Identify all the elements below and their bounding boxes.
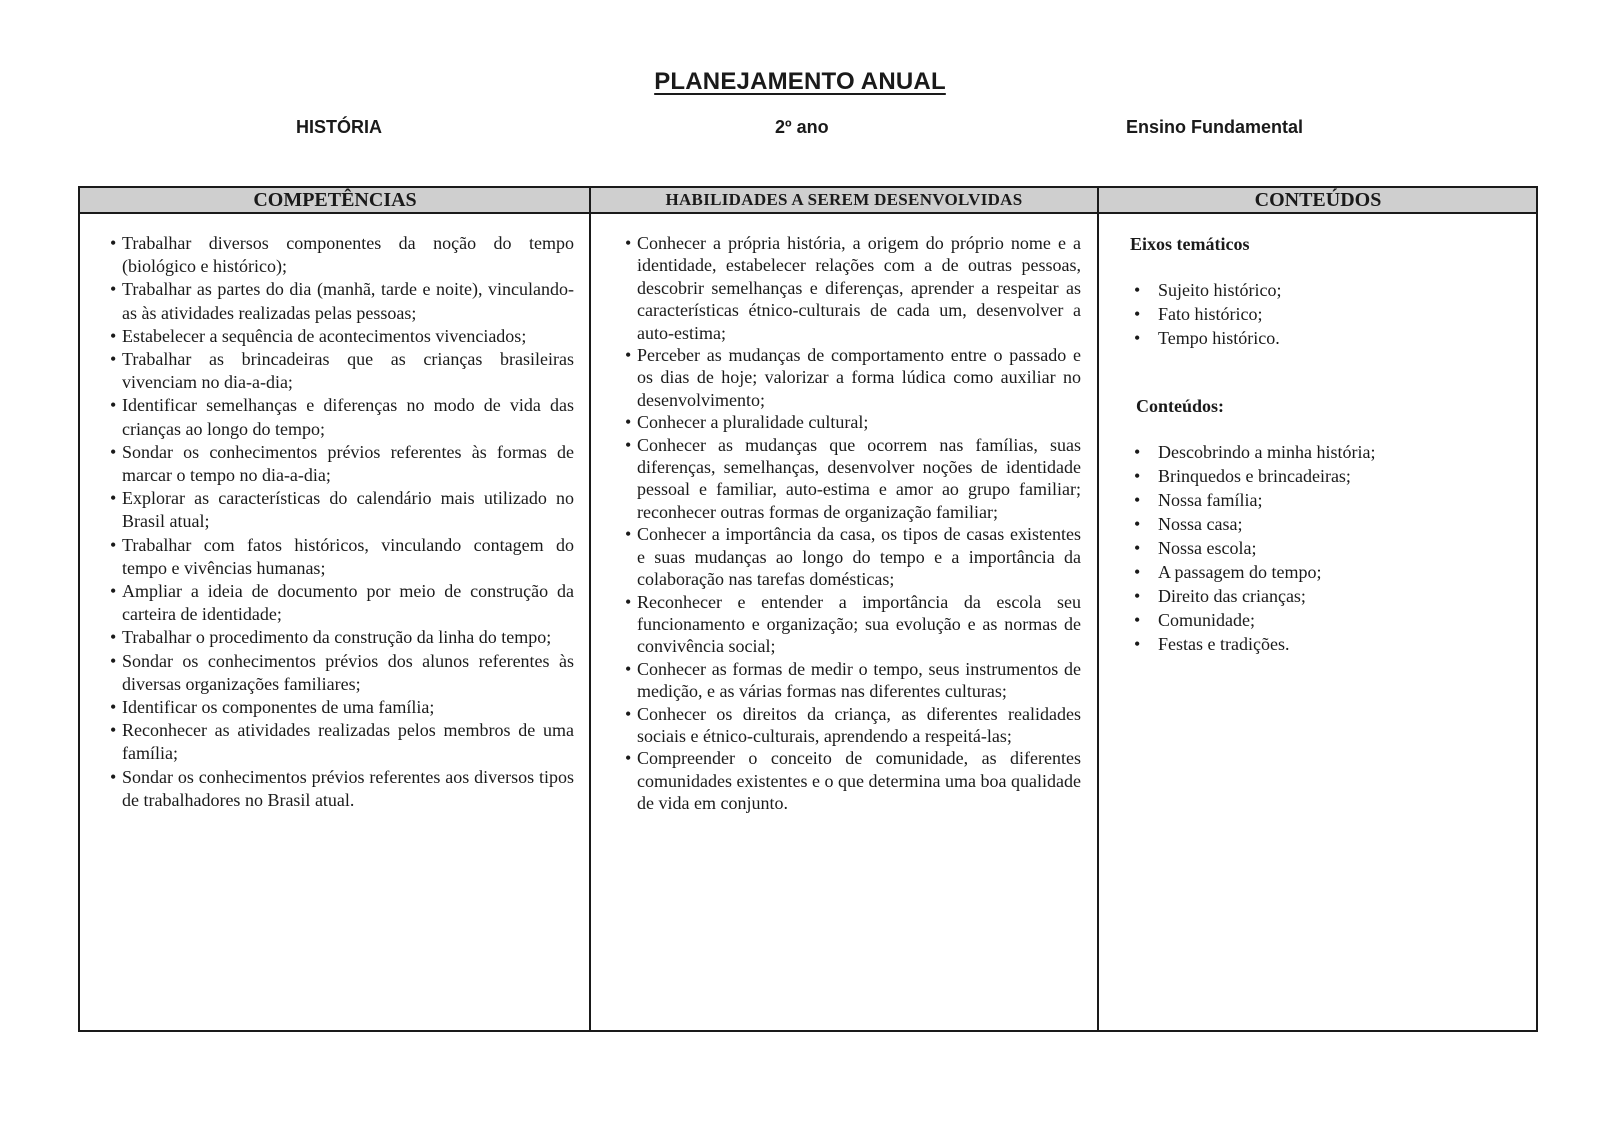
list-item: • Compreender o conceito de comunidade, as diferentes comunidades existentes e o que determina uma boa qualidade de vida em conjunto.: [625, 747, 1081, 814]
table-header-row: [80, 188, 1536, 214]
list-item: • Conhecer os direitos da criança, as diferentes realidades sociais e étnico-culturais, aprendendo a respeitá-las;: [625, 703, 1081, 748]
list-item: • Explorar as características do calendário mais utilizado no Brasil atual;: [110, 487, 574, 533]
column-header-competencias: COMPETÊNCIAS: [253, 189, 417, 211]
competencias-column: [110, 232, 574, 812]
list-item: • Comunidade;: [1130, 608, 1530, 632]
list-item: • Sondar os conhecimentos prévios dos alunos referentes às diversas organizações familiares;: [110, 650, 574, 696]
list-item: • Identificar semelhanças e diferenças no modo de vida das crianças ao longo do tempo;: [110, 394, 574, 440]
list-item: • Fato histórico;: [1130, 302, 1530, 326]
document-title: PLANEJAMENTO ANUAL: [654, 68, 946, 95]
list-item: • Nossa família;: [1130, 488, 1530, 512]
list-item: • Sondar os conhecimentos prévios referentes aos diversos tipos de trabalhadores no Brasil atual.: [110, 766, 574, 812]
column-divider: [1097, 188, 1099, 1030]
list-item: • Conhecer a própria história, a origem do próprio nome e a identidade, estabelecer relações com a de outras pessoas, descobrir semelhanças e diferenças, aprender a respeitar as características étnico-culturais de cada um, desenvolver a auto-estima;: [625, 232, 1081, 344]
competencias-list: [110, 232, 574, 812]
list-item: • Descobrindo a minha história;: [1130, 440, 1530, 464]
level-label: Ensino Fundamental: [1126, 117, 1304, 137]
list-item: • Perceber as mudanças de comportamento entre o passado e os dias de hoje; valorizar a forma lúdica como auxiliar no desenvolvimento;: [625, 344, 1081, 411]
conteudos-list: [1130, 440, 1530, 656]
list-item: • Conhecer a pluralidade cultural;: [625, 411, 1081, 433]
list-item: • Ampliar a ideia de documento por meio de construção da carteira de identidade;: [110, 580, 574, 626]
list-item: • Sondar os conhecimentos prévios referentes às formas de marcar o tempo no dia-a-dia;: [110, 441, 574, 487]
list-item: • Trabalhar diversos componentes da noção do tempo (biológico e histórico);: [110, 232, 574, 278]
list-item: • A passagem do tempo;: [1130, 560, 1530, 584]
planning-table: [78, 186, 1538, 1032]
conteudos-column: [1130, 232, 1530, 656]
list-item: • Reconhecer as atividades realizadas pelos membros de uma família;: [110, 719, 574, 765]
list-item: • Trabalhar as brincadeiras que as crianças brasileiras vivenciam no dia-a-dia;: [110, 348, 574, 394]
column-header-habilidades: HABILIDADES A SEREM DESENVOLVIDAS: [665, 190, 1023, 209]
conteudos-heading: Conteúdos:: [1136, 396, 1225, 416]
eixos-heading: Eixos temáticos: [1130, 234, 1250, 254]
list-item: • Direito das crianças;: [1130, 584, 1530, 608]
list-item: • Tempo histórico.: [1130, 326, 1530, 350]
list-item: • Nossa casa;: [1130, 512, 1530, 536]
list-item: • Conhecer as mudanças que ocorrem nas famílias, suas diferenças, semelhanças, desenvolver noções de identidade pessoal e familiar, auto-estima e amor ao grupo familiar; reconhecer outras formas de organização familiar;: [625, 434, 1081, 524]
list-item: • Brinquedos e brincadeiras;: [1130, 464, 1530, 488]
grade-label: 2º ano: [775, 117, 829, 137]
habilidades-column: [625, 232, 1081, 815]
column-header-conteudos: CONTEÚDOS: [1254, 189, 1382, 211]
list-item: • Identificar os componentes de uma família;: [110, 696, 574, 719]
list-item: • Conhecer a importância da casa, os tipos de casas existentes e suas mudanças ao longo do tempo e a importância da colaboração nas tarefas domésticas;: [625, 523, 1081, 590]
column-divider: [589, 188, 591, 1030]
subject-label: HISTÓRIA: [296, 117, 383, 137]
list-item: • Festas e tradições.: [1130, 632, 1530, 656]
list-item: • Trabalhar as partes do dia (manhã, tarde e noite), vinculando-as às atividades realizadas pelas pessoas;: [110, 278, 574, 324]
list-item: • Sujeito histórico;: [1130, 278, 1530, 302]
list-item: • Nossa escola;: [1130, 536, 1530, 560]
list-item: • Conhecer as formas de medir o tempo, seus instrumentos de medição, e as várias formas nas diferentes culturas;: [625, 658, 1081, 703]
eixos-list: [1130, 278, 1530, 350]
list-item: • Trabalhar com fatos históricos, vinculando contagem do tempo e vivências humanas;: [110, 534, 574, 580]
list-item: • Estabelecer a sequência de acontecimentos vivenciados;: [110, 325, 574, 348]
list-item: • Trabalhar o procedimento da construção da linha do tempo;: [110, 626, 574, 649]
list-item: • Reconhecer e entender a importância da escola seu funcionamento e organização; sua evolução e as normas de convivência social;: [625, 591, 1081, 658]
habilidades-list: [625, 232, 1081, 815]
